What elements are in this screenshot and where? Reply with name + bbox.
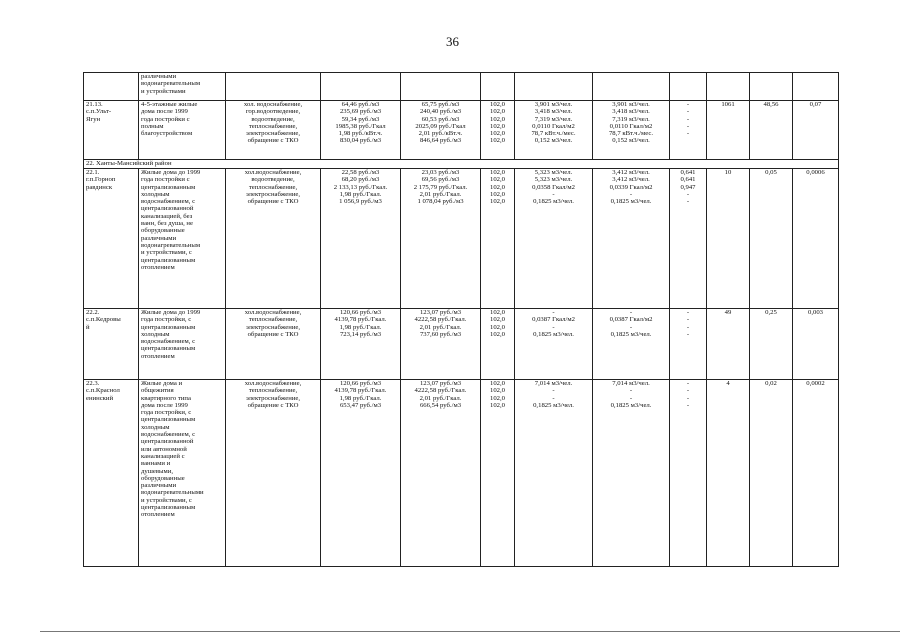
- cell-tariff-2: 65,75 руб./м3 240,40 руб./м3 60,53 руб./м3 2025,09 руб./Гкал 2,01 руб./кВт.ч. 846,64 руб./м3: [401, 101, 481, 160]
- cell-norm-1: [515, 73, 593, 101]
- cell-building-type: 4-5-этажные жилые дома после 1999 года постройки с полным благоустройством: [139, 101, 226, 160]
- cell-norm-2: - 0,0387 Гкал/м2 - 0,1825 м3/чел.: [593, 309, 670, 380]
- cell-services: хол.водоснабжение, теплоснабжение, электроснабжение, обращение с ТКО: [226, 380, 321, 567]
- cell-count: 4: [707, 380, 750, 567]
- cell-tariff-1: 120,66 руб./м3 4139,78 руб./Гкал. 1,98 руб./Гкал. 653,47 руб./м3: [321, 380, 401, 567]
- cell-building-type: Жилые дома до 1999 года постройки, с централизованным холодным водоснабжением, с централизованным отоплением: [139, 309, 226, 380]
- cell-share: 0,07: [793, 101, 839, 160]
- cell-index: 102,0 102,0 102,0 102,0: [481, 380, 515, 567]
- cell-norm-1: 5,323 м3/чел. 5,323 м3/чел. 0,0358 Гкал/м2 - 0,1825 м3/чел.: [515, 169, 593, 309]
- cell-services: хол.водоснабжение, водоотведение, теплоснабжение, электроснабжение, обращение с ТКО: [226, 169, 321, 309]
- cell-tariff-2: 23,03 руб./м3 69,56 руб./м3 2 175,79 руб./Гкал. 2,01 руб./Гкал. 1 078,04 руб./м3: [401, 169, 481, 309]
- cell-index: 102,0 102,0 102,0 102,0 102,0: [481, 169, 515, 309]
- cell-tariff-2: 123,07 руб./м3 4222,58 руб./Гкал. 2,01 руб./Гкал. 737,60 руб./м3: [401, 309, 481, 380]
- cell-count: 1061: [707, 101, 750, 160]
- table-row-22-2: [84, 309, 839, 380]
- cell-norm-1: 3,901 м3/чел. 3,418 м3/чел. 7,319 м3/чел. 0,0110 Гкал/м2 78,7 кВт.ч./мес. 0,152 м3/чел.: [515, 101, 593, 160]
- cell-norm-1: 7,014 м3/чел. - - 0,1825 м3/чел.: [515, 380, 593, 567]
- cell-percent: 0,05: [750, 169, 793, 309]
- cell-number: 22.2. с.п.Кедровы й: [84, 309, 139, 380]
- cell-coefficient: [670, 73, 707, 101]
- cell-services: хол.водоснабжение, теплоснабжение, электроснабжение, обращение с ТКО: [226, 309, 321, 380]
- cell-tariff-1: 64,46 руб./м3 235,69 руб./м3 59,34 руб./м3 1985,38 руб./Гкал 1,98 руб./кВт.ч. 830,04 руб./м3: [321, 101, 401, 160]
- tariff-table: [83, 72, 839, 567]
- cell-share: 0,0002: [793, 380, 839, 567]
- cell-tariff-2: [401, 73, 481, 101]
- cell-norm-1: - 0,0387 Гкал/м2 - 0,1825 м3/чел.: [515, 309, 593, 380]
- cell-share: 0,0006: [793, 169, 839, 309]
- cell-number: 22.3. с.п.Краснол енинский: [84, 380, 139, 567]
- cell-percent: 0,25: [750, 309, 793, 380]
- cell-tariff-1: [321, 73, 401, 101]
- cell-percent: [750, 73, 793, 101]
- page-bottom-edge: [40, 631, 900, 632]
- cell-share: [793, 73, 839, 101]
- region-title: 22. Ханты-Мансийский район: [84, 160, 839, 169]
- cell-norm-2: 3,901 м3/чел. 3,418 м3/чел. 7,319 м3/чел. 0,0110 Гкал/м2 78,7 кВт.ч./мес. 0,152 м3/чел.: [593, 101, 670, 160]
- cell-coefficient: - - - -: [670, 309, 707, 380]
- cell-coefficient: 0,641 0,641 0,947 - -: [670, 169, 707, 309]
- region-row: [84, 160, 839, 169]
- cell-number: 22.1. г.п.Горноп равдинск: [84, 169, 139, 309]
- cell-index: [481, 73, 515, 101]
- cell-norm-2: 3,412 м3/чел. 3,412 м3/чел. 0,0339 Гкал/м2 - 0,1825 м3/чел.: [593, 169, 670, 309]
- cell-norm-2: [593, 73, 670, 101]
- table-row-22-3: [84, 380, 839, 567]
- cell-services: [226, 73, 321, 101]
- cell-tariff-2: 123,07 руб./м3 4222,58 руб./Гкал. 2,01 руб./Гкал. 666,54 руб./м3: [401, 380, 481, 567]
- cell-number: 21.13. с.п.Ульт- Ягун: [84, 101, 139, 160]
- table-row-continuation: [84, 73, 839, 101]
- cell-count: 49: [707, 309, 750, 380]
- cell-building-type: Жилые дома и общежития квартирного типа дома после 1999 года постройки, с централизованным холодным водоснабжением, с централизованной или автономной канализацией с ваннами и душевыми, оборудованные различными водонагревательными и устройствами, с централизованным отоплением: [139, 380, 226, 567]
- table-row-22-1: [84, 169, 839, 309]
- cell-norm-2: 7,014 м3/чел. - - 0,1825 м3/чел.: [593, 380, 670, 567]
- cell-building-type: различными водонагревательным и устройствами: [139, 73, 226, 101]
- cell-tariff-1: 120,66 руб./м3 4139,78 руб./Гкал. 1,98 руб./Гкал. 723,14 руб./м3: [321, 309, 401, 380]
- cell-index: 102,0 102,0 102,0 102,0: [481, 309, 515, 380]
- cell-percent: 48,56: [750, 101, 793, 160]
- cell-tariff-1: 22,58 руб./м3 68,20 руб./м3 2 133,13 руб./Гкал. 1,98 руб./Гкал. 1 056,9 руб./м3: [321, 169, 401, 309]
- cell-count: [707, 73, 750, 101]
- cell-building-type: Жилые дома до 1999 года постройки с централизованным холодным водоснабжением, с централизованной канализацией, без ванн, без душа, не оборудованные различными водонагревательным и устройствами, с централизованным отоплением: [139, 169, 226, 309]
- cell-number: [84, 73, 139, 101]
- cell-percent: 0,02: [750, 380, 793, 567]
- page-number: 36: [446, 34, 459, 49]
- cell-services: хол. водоснабжение, гор.водоотведение, водоотведение, теплоснабжение, электроснабжение, обращение с ТКО: [226, 101, 321, 160]
- table-row-21-13: [84, 101, 839, 160]
- cell-coefficient: - - - - -: [670, 101, 707, 160]
- cell-coefficient: - - - -: [670, 380, 707, 567]
- cell-index: 102,0 102,0 102,0 102,0 102,0 102,0: [481, 101, 515, 160]
- cell-count: 10: [707, 169, 750, 309]
- cell-share: 0,003: [793, 309, 839, 380]
